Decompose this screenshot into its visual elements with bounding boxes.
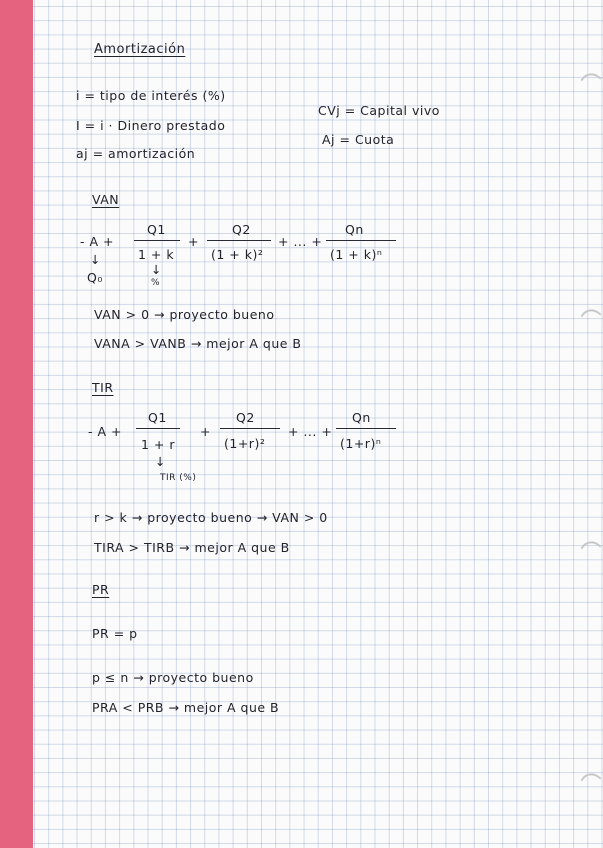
tir-heading: TIR	[92, 380, 114, 395]
van-initial-term: - A +	[80, 234, 114, 249]
page-title: Amortización	[94, 42, 186, 57]
definition-i: i = tipo de interés (%)	[76, 88, 226, 103]
tir-den-1: 1 + r	[141, 437, 176, 452]
van-num-1: Q1	[147, 222, 166, 237]
punch-hole	[580, 305, 601, 326]
van-num-2: Q2	[232, 222, 251, 237]
tir-initial-term: - A +	[88, 424, 122, 439]
tir-num-2: Q2	[236, 410, 255, 425]
van-ellipsis: + ... +	[278, 234, 323, 249]
pr-rule-2: PRA < PRB → mejor A que B	[92, 700, 280, 715]
down-arrow: ↓	[90, 252, 101, 267]
fraction-bar	[220, 428, 280, 429]
fraction-bar	[336, 428, 396, 429]
definition-I: I = i · Dinero prestado	[76, 118, 226, 133]
van-rule-2: VANA > VANB → mejor A que B	[94, 336, 302, 351]
tir-percent-note: TIR (%)	[160, 473, 197, 483]
van-den-2: (1 + k)²	[211, 247, 264, 262]
plus-sign: +	[200, 424, 211, 439]
tir-rule-2: TIRA > TIRB → mejor A que B	[94, 540, 290, 555]
punch-hole	[580, 69, 601, 90]
punch-hole	[580, 769, 601, 790]
tir-ellipsis: + ... +	[288, 424, 333, 439]
van-den-1: 1 + k	[138, 247, 175, 262]
pr-formula: PR = p	[92, 626, 138, 641]
van-den-n: (1 + k)ⁿ	[330, 247, 383, 262]
definition-cvj: CVj = Capital vivo	[318, 103, 440, 118]
down-arrow: ↓	[155, 454, 166, 469]
down-arrow: ↓	[151, 262, 162, 277]
pr-heading: PR	[92, 582, 110, 597]
page-margin-strip	[0, 0, 33, 848]
definition-aj-cuota: Aj = Cuota	[322, 132, 395, 147]
van-k-percent: %	[151, 278, 161, 288]
definition-aj: aj = amortización	[76, 146, 196, 161]
pr-rule-1: p ≤ n → proyecto bueno	[92, 670, 254, 685]
punch-hole	[580, 537, 601, 558]
tir-den-n: (1+r)ⁿ	[340, 436, 382, 451]
van-q0: Q₀	[87, 270, 103, 285]
fraction-bar	[326, 240, 396, 241]
fraction-bar	[134, 240, 180, 241]
van-heading: VAN	[92, 192, 120, 207]
tir-num-n: Qn	[352, 410, 371, 425]
van-rule-1: VAN > 0 → proyecto bueno	[94, 307, 275, 322]
van-num-n: Qn	[345, 222, 364, 237]
plus-sign: +	[188, 234, 199, 249]
fraction-bar	[136, 428, 180, 429]
fraction-bar	[207, 240, 271, 241]
tir-den-2: (1+r)²	[224, 436, 266, 451]
tir-rule-1: r > k → proyecto bueno → VAN > 0	[94, 510, 328, 525]
tir-num-1: Q1	[148, 410, 167, 425]
